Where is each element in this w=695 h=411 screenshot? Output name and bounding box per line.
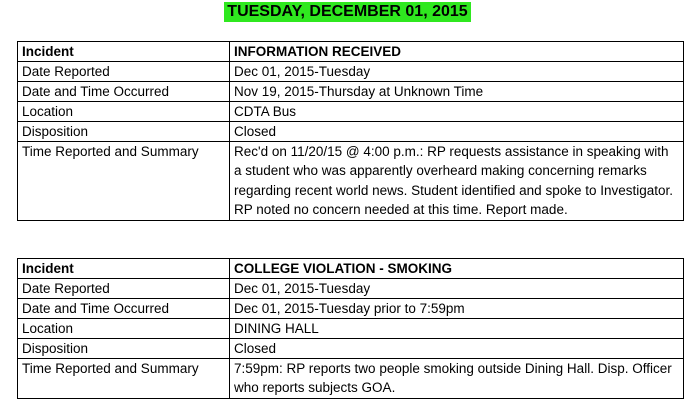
field-value-summary: Rec'd on 11/20/15 @ 4:00 p.m.: RP requests assistance in speaking with a student who was apparently overheard making concerning remarks regarding recent world news. Student identified and spoke to Investigator. RP noted no concern needed at this time. Report made. [230, 142, 684, 221]
incident-table [17, 41, 684, 221]
table-row [18, 359, 684, 399]
report-date-highlight: TUESDAY, DECEMBER 01, 2015 [224, 2, 470, 22]
field-label-summary: Time Reported and Summary [18, 142, 230, 221]
incident-type: INFORMATION RECEIVED [230, 42, 684, 62]
incident-type: COLLEGE VIOLATION - SMOKING [230, 259, 684, 279]
table-row [18, 142, 684, 221]
incident-label: Incident [18, 42, 230, 62]
field-label-date-time-occurred: Date and Time Occurred [18, 82, 230, 102]
field-label-date-reported: Date Reported [18, 279, 230, 299]
table-row [18, 299, 684, 319]
incident-table [17, 258, 684, 399]
report-date-heading [0, 2, 695, 22]
table-row [18, 279, 684, 299]
table-row [18, 339, 684, 359]
field-value-location: DINING HALL [230, 319, 684, 339]
field-value-summary: 7:59pm: RP reports two people smoking outside Dining Hall. Disp. Officer who reports subjects GOA. [230, 359, 684, 399]
field-label-location: Location [18, 319, 230, 339]
field-value-date-time-occurred: Nov 19, 2015-Thursday at Unknown Time [230, 82, 684, 102]
incident-header-row [18, 259, 684, 279]
field-value-location: CDTA Bus [230, 102, 684, 122]
incident-header-row [18, 42, 684, 62]
table-row [18, 62, 684, 82]
table-row [18, 319, 684, 339]
field-value-date-reported: Dec 01, 2015-Tuesday [230, 62, 684, 82]
field-label-location: Location [18, 102, 230, 122]
table-row [18, 122, 684, 142]
table-row [18, 102, 684, 122]
table-row [18, 82, 684, 102]
incident-label: Incident [18, 259, 230, 279]
field-value-disposition: Closed [230, 122, 684, 142]
field-value-date-time-occurred: Dec 01, 2015-Tuesday prior to 7:59pm [230, 299, 684, 319]
field-value-date-reported: Dec 01, 2015-Tuesday [230, 279, 684, 299]
field-value-disposition: Closed [230, 339, 684, 359]
field-label-disposition: Disposition [18, 339, 230, 359]
field-label-summary: Time Reported and Summary [18, 359, 230, 399]
field-label-disposition: Disposition [18, 122, 230, 142]
field-label-date-time-occurred: Date and Time Occurred [18, 299, 230, 319]
field-label-date-reported: Date Reported [18, 62, 230, 82]
